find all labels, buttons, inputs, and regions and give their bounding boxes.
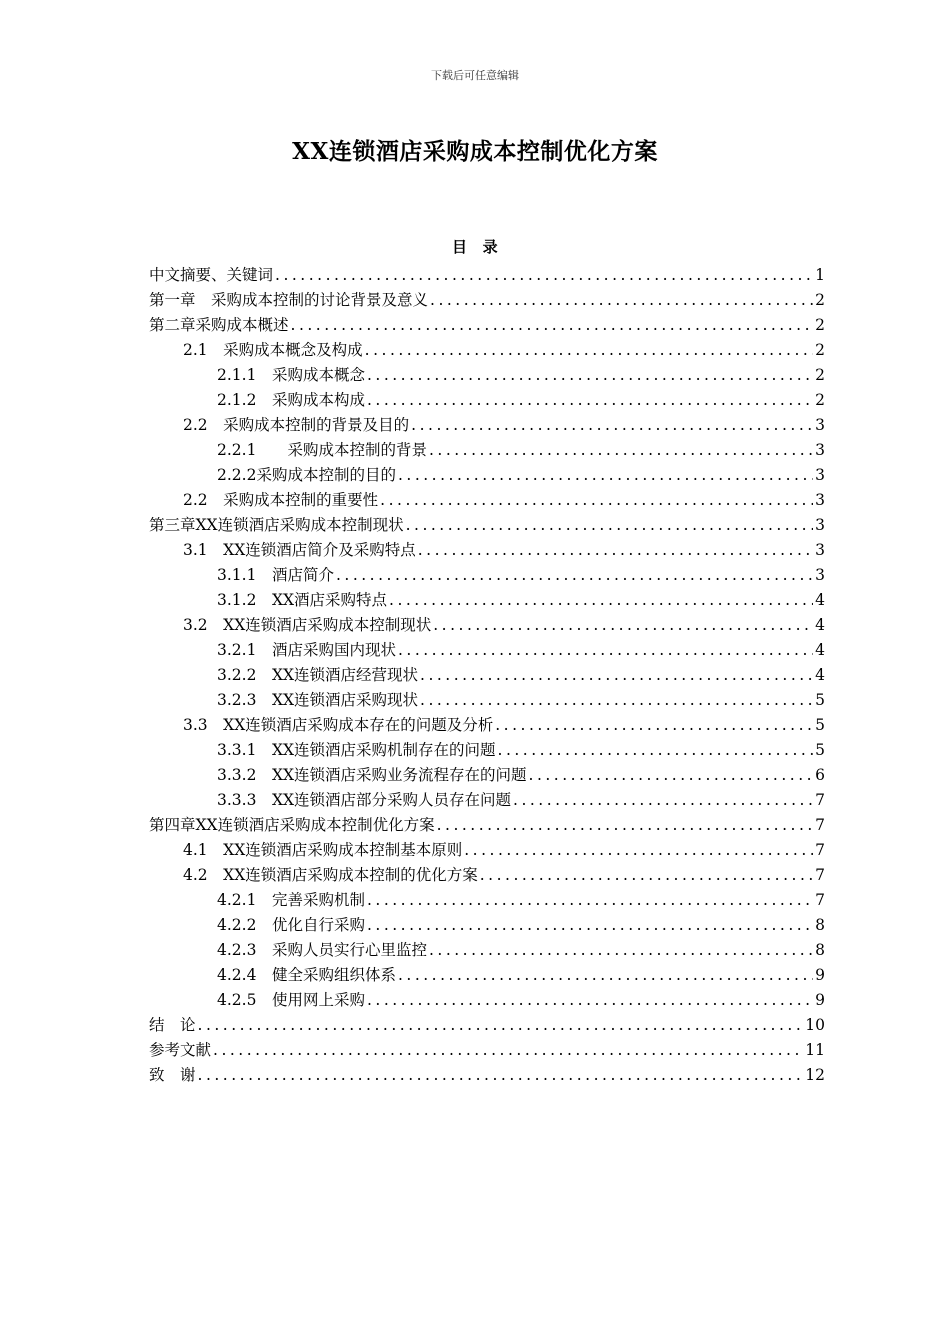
toc-entry[interactable] bbox=[149, 638, 825, 663]
toc-leader-dots bbox=[406, 513, 813, 538]
toc-entry-title: 采购成本概述 bbox=[195, 316, 289, 334]
toc-entry-page: 2 bbox=[815, 366, 825, 384]
toc-leader-dots bbox=[365, 338, 813, 363]
toc-entry-number: 3.1 bbox=[183, 541, 224, 559]
toc-leader-dots bbox=[367, 388, 813, 413]
toc-entry[interactable] bbox=[149, 488, 825, 513]
toc-entry-title: 采购成本概念 bbox=[271, 366, 365, 384]
toc-entry[interactable] bbox=[149, 988, 825, 1013]
toc-entry-title: 采购成本控制的讨论背景及意义 bbox=[211, 291, 429, 309]
toc-entry-page: 3 bbox=[815, 516, 825, 534]
toc-entry-title: 中文摘要、关键词 bbox=[149, 266, 274, 284]
toc-entry[interactable] bbox=[149, 788, 825, 813]
toc-entry-title: 采购成本控制的背景 bbox=[287, 441, 427, 459]
toc-leader-dots bbox=[513, 788, 813, 813]
toc-entry[interactable] bbox=[149, 538, 825, 563]
toc-entry-page: 3 bbox=[815, 491, 825, 509]
toc-entry-page: 4 bbox=[815, 616, 825, 634]
toc-leader-dots bbox=[430, 288, 813, 313]
toc-leader-dots bbox=[420, 688, 813, 713]
toc-entry-page: 10 bbox=[805, 1016, 825, 1034]
toc-entry-number: 2.2 bbox=[183, 416, 224, 434]
toc-entry-page: 4 bbox=[815, 591, 825, 609]
toc-entry-title: XX连锁酒店采购成本控制现状 bbox=[195, 516, 404, 534]
toc-entry-title: 完善采购机制 bbox=[271, 891, 365, 909]
toc-entry-page: 9 bbox=[815, 991, 825, 1009]
toc-leader-dots bbox=[420, 663, 813, 688]
toc-entry-page: 3 bbox=[815, 416, 825, 434]
toc-entry-title: XX连锁酒店采购机制存在的问题 bbox=[271, 741, 496, 759]
toc-entry-title: 酒店采购国内现状 bbox=[271, 641, 396, 659]
toc-entry-page: 6 bbox=[815, 766, 825, 784]
toc-leader-dots bbox=[367, 363, 813, 388]
toc-entry-page: 4 bbox=[815, 666, 825, 684]
toc-entry-title: XX酒店采购特点 bbox=[271, 591, 388, 609]
toc-entry[interactable] bbox=[149, 263, 825, 288]
toc-leader-dots bbox=[433, 613, 813, 638]
toc-entry-page: 9 bbox=[815, 966, 825, 984]
toc-leader-dots bbox=[418, 538, 813, 563]
toc-heading: 目 录 bbox=[452, 238, 498, 256]
document-title: XX连锁酒店采购成本控制优化方案 bbox=[292, 138, 658, 165]
toc-entry[interactable] bbox=[149, 313, 825, 338]
toc-entry[interactable] bbox=[149, 688, 825, 713]
toc-leader-dots bbox=[495, 713, 813, 738]
toc-entry-page: 7 bbox=[815, 866, 825, 884]
toc-entry-number: 第三章 bbox=[149, 516, 196, 534]
toc-entry-page: 7 bbox=[815, 816, 825, 834]
toc-leader-dots bbox=[367, 913, 813, 938]
toc-entry-page: 7 bbox=[815, 891, 825, 909]
toc-entry[interactable] bbox=[149, 713, 825, 738]
toc-entry-title: 结 论 bbox=[149, 1016, 196, 1034]
toc-entry-number: 3.1.2 bbox=[217, 591, 272, 609]
toc-entry-title: 致 谢 bbox=[149, 1066, 196, 1084]
toc-entry-page: 2 bbox=[815, 341, 825, 359]
toc-entry-title: XX连锁酒店部分采购人员存在问题 bbox=[271, 791, 512, 809]
toc-entry[interactable] bbox=[149, 1013, 825, 1038]
toc-entry-title: 采购成本控制的目的 bbox=[256, 466, 396, 484]
toc-entry-title: 健全采购组织体系 bbox=[271, 966, 396, 984]
toc-entry-page: 7 bbox=[815, 791, 825, 809]
toc-entry[interactable] bbox=[149, 413, 825, 438]
toc-entry-page: 3 bbox=[815, 541, 825, 559]
toc-leader-dots bbox=[529, 763, 813, 788]
toc-entry-title: XX连锁酒店采购现状 bbox=[271, 691, 419, 709]
toc-leader-dots bbox=[367, 888, 813, 913]
toc-entry-title: XX连锁酒店简介及采购特点 bbox=[223, 541, 416, 559]
toc-entry-page: 3 bbox=[815, 466, 825, 484]
toc-entry-title: XX连锁酒店采购成本控制基本原则 bbox=[223, 841, 463, 859]
toc-entry[interactable] bbox=[149, 863, 825, 888]
toc-leader-dots bbox=[398, 638, 813, 663]
toc-entry-page: 8 bbox=[815, 941, 825, 959]
toc-leader-dots bbox=[398, 463, 813, 488]
toc-entry-number: 2.2 bbox=[183, 491, 224, 509]
header-note: 下载后可任意编辑 bbox=[431, 69, 519, 82]
toc-leader-dots bbox=[213, 1038, 803, 1063]
toc-entry-title: XX连锁酒店采购业务流程存在的问题 bbox=[271, 766, 527, 784]
toc-entry-number: 3.3.2 bbox=[217, 766, 272, 784]
toc-entry-page: 8 bbox=[815, 916, 825, 934]
toc-entry-number: 4.1 bbox=[183, 841, 224, 859]
toc-entry[interactable] bbox=[149, 838, 825, 863]
toc-entry-title: 采购人员实行心里监控 bbox=[271, 941, 427, 959]
toc-leader-dots bbox=[291, 313, 813, 338]
toc-leader-dots bbox=[464, 838, 813, 863]
toc-entry-page: 1 bbox=[815, 266, 825, 284]
toc-leader-dots bbox=[198, 1063, 804, 1088]
toc-entry-page: 2 bbox=[815, 391, 825, 409]
toc-leader-dots bbox=[398, 963, 813, 988]
toc-entry-title: 优化自行采购 bbox=[271, 916, 365, 934]
toc-entry-number: 2.1.1 bbox=[217, 366, 272, 384]
toc-entry[interactable] bbox=[149, 463, 825, 488]
toc-entry[interactable] bbox=[149, 913, 825, 938]
toc-entry-title: 酒店简介 bbox=[271, 566, 334, 584]
toc-entry-page: 5 bbox=[815, 716, 825, 734]
toc-entry-title: 采购成本控制的背景及目的 bbox=[223, 416, 410, 434]
toc-entry[interactable] bbox=[149, 938, 825, 963]
toc-entry-page: 2 bbox=[815, 291, 825, 309]
toc-entry-number: 3.2.1 bbox=[217, 641, 272, 659]
toc-leader-dots bbox=[429, 438, 813, 463]
toc-entry-number: 4.2.4 bbox=[217, 966, 272, 984]
toc-entry[interactable] bbox=[149, 363, 825, 388]
toc-entry-number: 2.1.2 bbox=[217, 391, 272, 409]
toc-entry[interactable] bbox=[149, 438, 825, 463]
toc-entry-number: 2.1 bbox=[183, 341, 224, 359]
toc-entry-number: 4.2.3 bbox=[217, 941, 272, 959]
toc-entry-number: 3.3.3 bbox=[217, 791, 272, 809]
toc-entry-title: 参考文献 bbox=[149, 1041, 212, 1059]
toc-leader-dots bbox=[429, 938, 813, 963]
toc-entry[interactable] bbox=[149, 563, 825, 588]
toc-entry[interactable] bbox=[149, 813, 825, 838]
toc-entry-title: 采购成本控制的重要性 bbox=[223, 491, 379, 509]
toc-entry-title: 采购成本概念及构成 bbox=[223, 341, 363, 359]
toc-entry-title: XX连锁酒店采购成本存在的问题及分析 bbox=[223, 716, 494, 734]
toc-entry-page: 3 bbox=[815, 566, 825, 584]
toc-entry[interactable] bbox=[149, 963, 825, 988]
toc-entry-number: 3.2 bbox=[183, 616, 224, 634]
toc-entry-page: 11 bbox=[805, 1041, 825, 1059]
toc-entry-title: XX连锁酒店经营现状 bbox=[271, 666, 419, 684]
toc-leader-dots bbox=[336, 563, 813, 588]
toc-leader-dots bbox=[367, 988, 813, 1013]
toc-entry[interactable] bbox=[149, 288, 825, 313]
toc-entry[interactable] bbox=[149, 888, 825, 913]
toc-entry-number: 3.3.1 bbox=[217, 741, 272, 759]
toc-entry-page: 12 bbox=[805, 1066, 825, 1084]
toc-leader-dots bbox=[437, 813, 813, 838]
toc-entry[interactable] bbox=[149, 763, 825, 788]
toc-entry-number: 第四章 bbox=[149, 816, 196, 834]
toc-entry-number: 4.2.5 bbox=[217, 991, 272, 1009]
toc-entry-page: 5 bbox=[815, 691, 825, 709]
toc-entry-number: 3.2.2 bbox=[217, 666, 272, 684]
toc-entry-number: 3.3 bbox=[183, 716, 224, 734]
toc-entry-page: 5 bbox=[815, 741, 825, 759]
toc-entry-number: 4.2.1 bbox=[217, 891, 272, 909]
toc-entry-page: 7 bbox=[815, 841, 825, 859]
toc-leader-dots bbox=[480, 863, 813, 888]
toc-entry[interactable] bbox=[149, 338, 825, 363]
toc-entry[interactable] bbox=[149, 663, 825, 688]
toc-entry[interactable] bbox=[149, 1038, 825, 1063]
toc-entry[interactable] bbox=[149, 613, 825, 638]
toc-entry-number: 3.1.1 bbox=[217, 566, 272, 584]
toc-entry-number: 2.2.1 bbox=[217, 441, 288, 459]
toc-leader-dots bbox=[198, 1013, 804, 1038]
toc-entry-number: 4.2 bbox=[183, 866, 224, 884]
toc-entry-number: 4.2.2 bbox=[217, 916, 272, 934]
toc-entry[interactable] bbox=[149, 738, 825, 763]
toc-entry[interactable] bbox=[149, 513, 825, 538]
toc-entry-title: 采购成本构成 bbox=[271, 391, 365, 409]
toc-entry-page: 2 bbox=[815, 316, 825, 334]
toc-entry-number: 第一章 bbox=[149, 291, 212, 309]
toc-entry[interactable] bbox=[149, 388, 825, 413]
toc-entry-title: XX连锁酒店采购成本控制的优化方案 bbox=[223, 866, 478, 884]
toc-entry-page: 4 bbox=[815, 641, 825, 659]
toc-leader-dots bbox=[411, 413, 813, 438]
table-of-contents bbox=[149, 263, 825, 1088]
toc-entry[interactable] bbox=[149, 588, 825, 613]
toc-entry-page: 3 bbox=[815, 441, 825, 459]
toc-leader-dots bbox=[498, 738, 813, 763]
toc-entry-title: 使用网上采购 bbox=[271, 991, 365, 1009]
toc-entry-title: XX连锁酒店采购成本控制优化方案 bbox=[195, 816, 435, 834]
toc-entry-number: 2.2.2 bbox=[217, 466, 257, 484]
toc-leader-dots bbox=[275, 263, 813, 288]
toc-entry-title: XX连锁酒店采购成本控制现状 bbox=[223, 616, 432, 634]
toc-entry-number: 第二章 bbox=[149, 316, 196, 334]
toc-leader-dots bbox=[389, 588, 813, 613]
toc-entry-number: 3.2.3 bbox=[217, 691, 272, 709]
toc-leader-dots bbox=[380, 488, 813, 513]
toc-entry[interactable] bbox=[149, 1063, 825, 1088]
